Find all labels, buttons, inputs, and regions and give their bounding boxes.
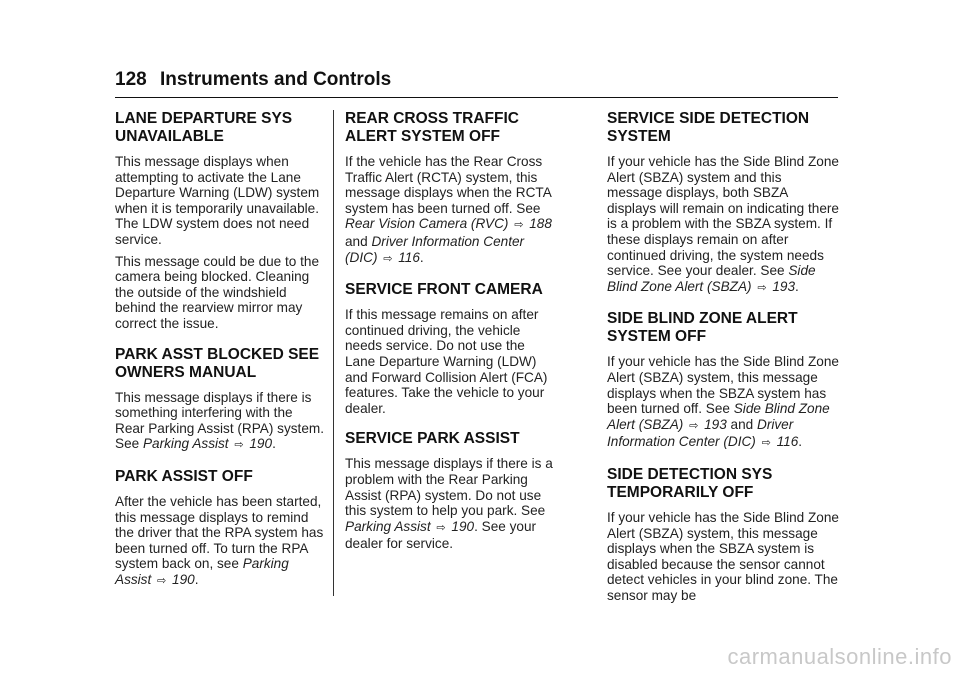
paragraph-text: If your vehicle has the Side Blind Zone Alert (SBZA) system and this message displays, both SBZA displays will remain on indicating there is a problem with the SBZA system. If these displays remain on after continued driving, the system needs service. See your dealer. See [607,154,839,279]
section-heading: PARK ASST BLOCKED SEE OWNERS MANUAL [115,345,320,381]
section-service-front-camera [345,281,555,416]
paragraph-text: . [795,278,799,294]
paragraph-text: . [194,571,199,587]
section-service-park-assist [345,430,555,552]
reference-page-number[interactable]: 116 [398,249,420,265]
page-reference-icon: ⇨ [689,419,699,432]
section-heading: SIDE DETECTION SYS TEMPORARILY OFF [607,465,773,501]
column-2 [345,110,555,566]
section-lane-departure-unavailable [115,110,325,332]
page-reference-icon: ⇨ [757,281,767,294]
section-heading: SERVICE FRONT CAMERA [345,281,543,299]
section-heading: SIDE BLIND ZONE ALERT SYSTEM OFF [607,310,798,346]
body-paragraph [607,154,839,296]
paragraph-text: . [272,436,276,452]
section-heading: REAR CROSS TRAFFIC ALERT SYSTEM OFF [345,110,519,145]
section-heading: LANE DEPARTURE SYS UNAVAILABLE [115,110,293,145]
paragraph-text: . [419,249,424,265]
reference-page-number[interactable]: 190 [249,436,273,452]
section-service-side-detection [607,110,839,296]
paragraph-text: If the vehicle has the Rear Cross Traffic Alert (RCTA) system, this message displays when the RCTA system has been turned off. See [345,154,552,216]
section-heading: SERVICE PARK ASSIST [345,430,520,448]
reference-page-number[interactable]: 116 [776,434,799,450]
paragraph-text: . [798,434,803,450]
page-header [115,68,838,98]
page-number: 128 [115,69,147,90]
section-heading: SERVICE SIDE DETECTION SYSTEM [607,110,810,145]
page-reference-icon: ⇨ [383,252,393,265]
body-paragraph [345,456,555,552]
page-reference-icon: ⇨ [436,521,446,534]
section-title: Instruments and Controls [160,69,392,90]
paragraph-text: This message displays if there is a problem with the Rear Parking Assist (RPA) system. Do not use this system to help you park. See [345,456,553,519]
section-park-asst-blocked [115,346,325,454]
body-paragraph: This message displays when attempting to activate the Lane Departure Warning (LDW) system when it is temporarily unavailable. The LDW system does not need service. [115,154,320,247]
paragraph-text: . See your dealer for service. [345,518,537,552]
section-rear-cross-traffic-off [345,110,555,267]
paragraph-text: and [730,416,754,432]
watermark: carmanualsonline.info [727,644,952,669]
cross-reference-link[interactable]: Driver Information Center (DIC) [607,416,794,450]
page-reference-icon: ⇨ [157,574,167,587]
cross-reference-link[interactable]: Side Blind Zone Alert (SBZA) [607,401,830,432]
cross-reference-link[interactable]: Driver Information Center (DIC) [345,233,525,265]
body-paragraph: This message could be due to the camera being blocked. Cleaning the outside of the windshield behind the rearview mirror may correct the issue. [115,253,320,331]
column-1 [115,110,325,603]
page-reference-icon: ⇨ [234,439,244,452]
body-paragraph: If your vehicle has the Side Blind Zone Alert (SBZA) system, this message displays when the SBZA system is disabled because the sensor cannot detect vehicles in your blind zone. The sensor may be [607,509,839,603]
reference-page-number[interactable]: 193 [704,416,727,432]
cross-reference-link[interactable]: Parking Assist [345,518,431,534]
cross-reference-link[interactable]: Side Blind Zone Alert (SBZA) [607,263,816,294]
body-paragraph: If this message remains on after continued driving, the vehicle needs service. Do not use the Lane Departure Warning (LDW) and Forward Collision Alert (FCA) features. Take the vehicle to your dealer. [345,307,548,416]
section-side-blind-zone-off [607,310,839,452]
body-paragraph [115,494,325,590]
paragraph-text: and [345,233,368,249]
reference-page-number[interactable]: 188 [529,216,552,232]
cross-reference-link[interactable]: Parking Assist [142,436,229,452]
cross-reference-link[interactable]: Rear Vision Camera (RVC) [345,216,509,232]
section-heading: PARK ASSIST OFF [115,467,253,485]
header-divider [115,97,838,98]
reference-page-number[interactable]: 190 [172,571,195,587]
column-3 [607,110,839,617]
cross-reference-link[interactable]: Parking Assist [115,556,289,587]
body-paragraph [607,354,839,452]
column-divider [333,110,334,596]
page-reference-icon: ⇨ [761,437,771,450]
reference-page-number[interactable]: 190 [451,518,475,534]
section-park-assist-off [115,468,325,590]
section-side-detection-temp-off [607,466,839,604]
page-reference-icon: ⇨ [514,219,524,232]
body-paragraph [345,154,555,267]
body-paragraph [115,390,325,454]
paragraph-text: If your vehicle has the Side Blind Zone Alert (SBZA) system, this message displays when the SBZA system has been turned off. See [607,354,839,417]
reference-page-number[interactable]: 193 [772,278,796,294]
paragraph-text: This message displays if there is something interfering with the Rear Parking Assist (RPA) system. See [115,389,324,452]
paragraph-text: After the vehicle has been started, this message displays to remind the driver that the RPA system has been turned off. To turn the RPA system back on, see [115,493,324,572]
